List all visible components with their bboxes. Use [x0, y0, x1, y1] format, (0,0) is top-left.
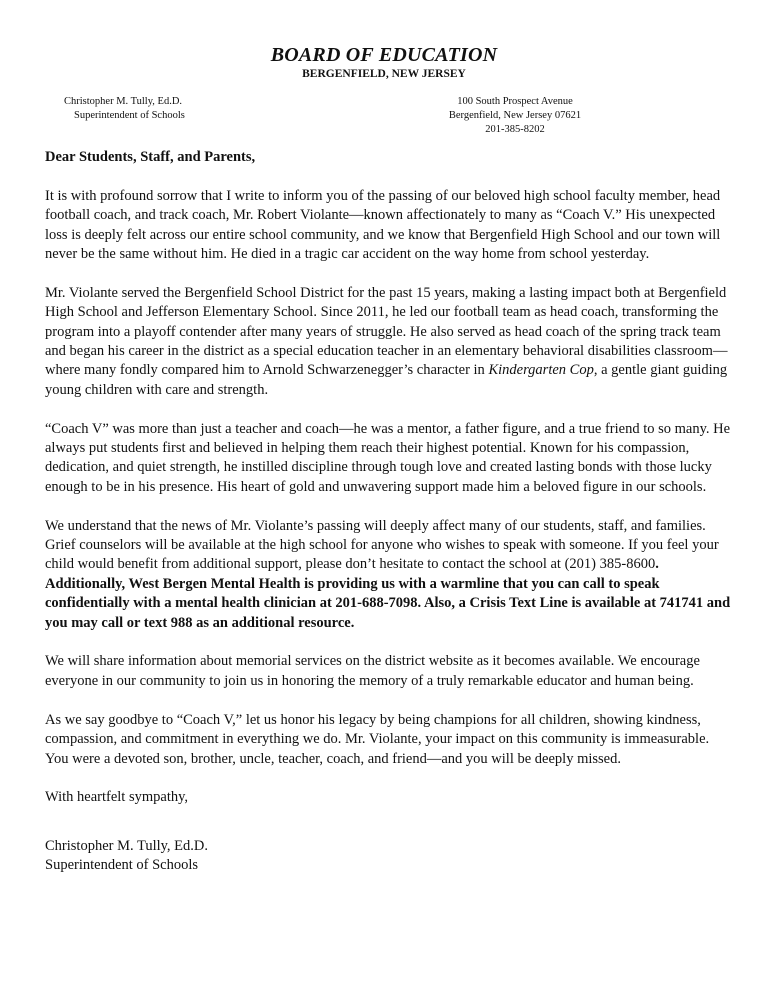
- paragraph-2-text-b: , a gentle giant guiding young children with care and strength.: [45, 362, 728, 398]
- paragraph-4-text: We understand that the news of Mr. Violante’s passing will deeply affect many of our students, staff, and families. Grief counselors will be available at the high school for anyone who wishes to speak with someone. If you feel your child would benefit from additional support, please don’t hesitate to contact the school at (201) 385-8600: [45, 517, 719, 573]
- paragraph-1: It is with profound sorrow that I write to inform you of the passing of our beloved high school faculty member, head football coach, and track coach, Mr. Robert Violante—known affectionately to many as “Coach V.” His unexpected loss is deeply felt across our entire school community, and we know that Bergenfield High School and our town will never be the same without him. He died in a tragic car accident on the way home from school yesterday.: [45, 187, 721, 263]
- sender-role: Superintendent of Schools: [74, 110, 185, 121]
- paragraph-2-text-a: Mr. Violante served the Bergenfield School District for the past 15 years, making a lasting impact both at Bergenfield High School and Jefferson Elementary School. Since 2011, he led our football team as head coach, transforming the program into a playoff contender after many years of struggle. He also served as head coach of the spring track team and began his career in the district as a special education teacher in an elementary behavioral disabilities classroom—where many fondly compared him to Arnold Schwarzenegger’s character in: [45, 284, 728, 379]
- signature-block: [45, 837, 735, 876]
- sender-name: Christopher M. Tully, Ed.D.: [64, 96, 183, 107]
- letter-body: [45, 148, 735, 876]
- paragraph-5: We will share information about memorial services on the district website as it becomes available. We encourage everyone in our community to join us in honoring the memory of a truly remarkable educator and human being.: [45, 653, 700, 689]
- paragraph-6: As we say goodbye to “Coach V,” let us honor his legacy by being champions for all children, showing kindness, compassion, and commitment in everything we do. Mr. Violante, your impact on this community is immeasurable. You were a devoted son, brother, uncle, teacher, coach, and friend—and you will be deeply missed.: [45, 711, 710, 767]
- letterhead-sender: [64, 95, 224, 123]
- letterhead-subtitle: BERGENFIELD, NEW JERSEY: [302, 68, 466, 80]
- address-line-2: Bergenfield, New Jersey 07621: [448, 110, 582, 121]
- salutation: Dear Students, Staff, and Parents,: [45, 149, 256, 165]
- paragraph-4-resources: . Additionally, West Bergen Mental Health is providing us with a warmline that you can call to speak confidentially with a mental health clinician at 201-688-7098. Also, a Crisis Text Line is available at 741741 and you may call or text 988 as an additional resource.: [45, 556, 731, 631]
- paragraph-4: [45, 517, 735, 633]
- letterhead-title: BOARD OF EDUCATION: [270, 44, 498, 66]
- signer-title: Superintendent of Schools: [45, 857, 199, 874]
- paragraph-2-movie-title: Kindergarten Cop: [488, 362, 594, 379]
- address-phone: 201-385-8202: [485, 124, 545, 135]
- signer-name: Christopher M. Tully, Ed.D.: [45, 837, 209, 854]
- letterhead-address: [430, 95, 600, 137]
- address-line-1: 100 South Prospect Avenue: [457, 96, 573, 107]
- closing: With heartfelt sympathy,: [45, 789, 189, 806]
- paragraph-3: “Coach V” was more than just a teacher and coach—he was a mentor, a father figure, and a true friend to so many. He always put students first and believed in helping them reach their highest potential. Known for his compassion, dedication, and quiet strength, he instilled discipline through tough love and created lasting bonds with those lucky enough to be in his presence. His heart of gold and unwavering support made him a beloved figure in our schools.: [45, 420, 731, 495]
- paragraph-2: [45, 284, 735, 400]
